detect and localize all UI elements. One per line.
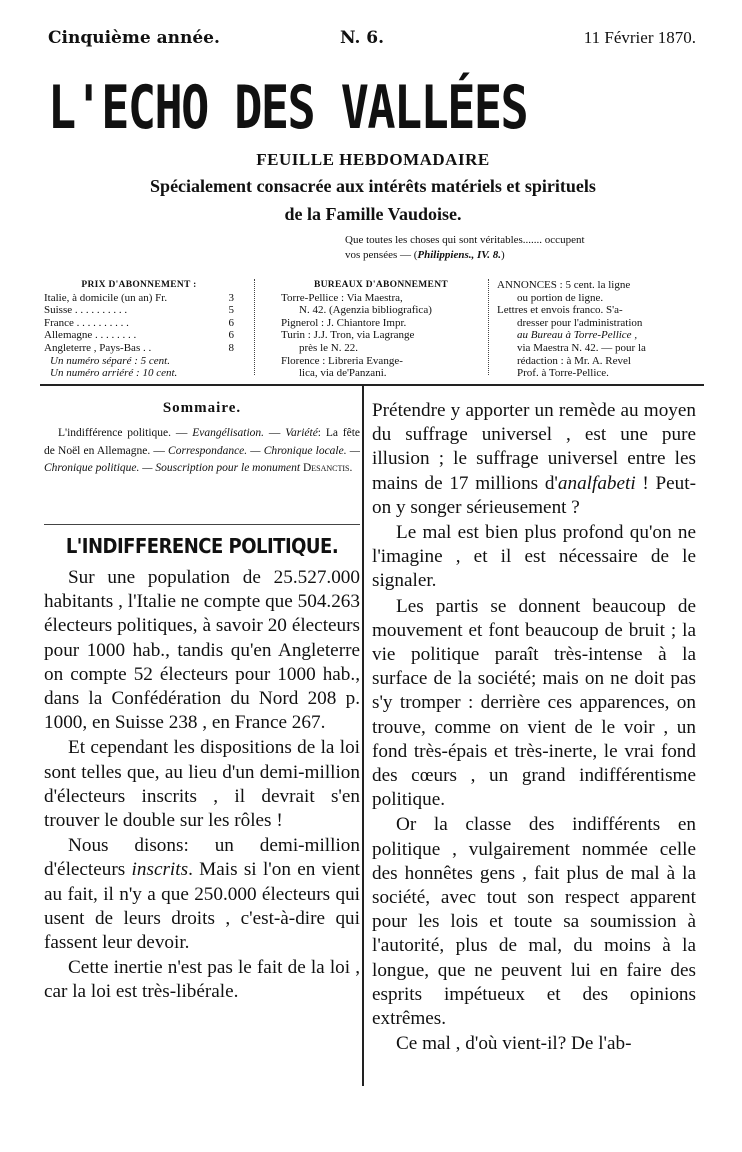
epigraph-line-1: Que toutes les choses qui sont véritables....... occupent <box>345 234 585 246</box>
prix-title: PRIX D'ABONNEMENT : <box>81 280 197 290</box>
epigraph-start: vos pensées — ( <box>345 249 418 261</box>
text-run: analfabeti <box>557 472 636 494</box>
bureau-line: N. 42. (Agenzia bibliografica) <box>299 304 432 317</box>
text-run: Nous disons: un demi-million d'électeurs <box>44 835 360 881</box>
annonce-line: ANNONCES : 5 cent. la ligne <box>497 279 631 291</box>
section-divider <box>40 384 704 386</box>
dotted-divider <box>254 279 260 375</box>
masthead-tagline-1: Spécialement consacrée aux intérêts matériels et spirituels <box>150 176 596 196</box>
sommaire-part: Desanctis. <box>302 462 353 474</box>
epigraph <box>345 233 700 263</box>
prix-row <box>44 329 234 342</box>
annonce-line: rédaction : à Mr. A. Revel <box>517 354 631 367</box>
annonce-line: ou portion de ligne. <box>517 291 604 304</box>
prix-label: Suisse . . . . . . . . . . <box>44 304 128 317</box>
article-left-column <box>44 566 360 1006</box>
article-paragraph: Le mal est bien plus profond qu'on ne l'imagine , et il est nécessaire de le signaler. <box>372 522 696 592</box>
article-paragraph: Sur une population de 25.527.000 habitants , l'Italie ne compte que 504.263 électeurs politiques, à savoir 20 électeurs pour 1000 hab., tandis qu'en Angleterre on compte 52 électeurs pour 1000 hab., dans la Confédération du Nord 208 p. 1000, en Suisse 238 , en France 267. <box>44 567 360 734</box>
sommaire-divider <box>44 524 360 525</box>
prix-row <box>44 317 234 330</box>
prix-label: Italie, à domicile (un an) Fr. <box>44 291 168 304</box>
article-title: L'INDIFFERENCE POLITIQUE. <box>65 534 339 558</box>
prix-value: 5 <box>228 304 234 317</box>
prix-value: 6 <box>228 316 234 329</box>
text-run: Prétendre y apporter un remède au moyen du suffrage universel , est une pure illusion ; le suffrage universel entre les mains de 17 millions d' <box>372 400 696 494</box>
epigraph-end: ) <box>500 249 505 261</box>
annonce-line: Lettres et envois franco. S'a- <box>497 304 623 317</box>
text-run: inscrits <box>131 859 189 881</box>
year-label: Cinquième année. <box>48 28 220 48</box>
epigraph-line-2 <box>345 248 700 263</box>
article-paragraph: Or la classe des indifférents en politique , vulgairement nommée celle des honnêtes gens , fait plus de mal à la société, avec tout son respect apparent pour les lois et toute sa soumission à l'autorité, plus de mal, du moins à la longue, que ne peuvent lui en faire des esprits impétueux et des opinions extrêmes. <box>372 814 696 1030</box>
masthead-subtitle: FEUILLE HEBDOMADAIRE <box>256 150 490 169</box>
prix-label: France . . . . . . . . . . <box>44 316 129 329</box>
bureaux-title: BUREAUX D'ABONNEMENT <box>314 280 448 290</box>
issue-number: N. 6. <box>340 28 385 48</box>
prix-row <box>44 342 234 355</box>
sommaire-title: Sommaire. <box>162 400 242 416</box>
epigraph-reference: Philippiens., IV. 8. <box>417 249 501 261</box>
bureau-line: Turin : J.J. Tron, via Lagrange <box>281 329 415 342</box>
annonce-line: Prof. à Torre-Pellice. <box>517 367 609 380</box>
article-paragraph: Et cependant les dispositions de la loi sont telles que, au lieu d'un demi-million d'électeurs inscrits , il devrait s'en trouver le double sur les rôles ! <box>44 737 360 832</box>
numero-separe: Un numéro séparé : 5 cent. <box>50 354 170 367</box>
bureau-line: Pignerol : J. Chiantore Impr. <box>281 316 407 329</box>
sommaire-part: : La fête de Noël en Allemagne. — <box>44 427 361 457</box>
dotted-divider <box>488 279 494 375</box>
prix-label: Angleterre , Pays-Bas . . <box>44 341 152 354</box>
text-run: ! Peut-on y songer sérieusement ? <box>372 472 696 518</box>
sommaire-part: Variété <box>285 427 318 439</box>
column-divider <box>362 386 364 1086</box>
prix-value: 6 <box>228 329 234 342</box>
numero-arriere: Un numéro arriéré : 10 cent. <box>50 367 178 380</box>
annonce-line: au Bureau à Torre-Pellice , <box>517 329 638 342</box>
sommaire-part: — <box>264 427 286 439</box>
article-right-column <box>372 399 696 1057</box>
masthead-tagline-2: de la Famille Vaudoise. <box>284 204 462 224</box>
advertising-info <box>497 279 702 380</box>
sommaire-part: Correspondance. — Chronique locale. — Chronique politique. — Souscription pour le monument <box>44 444 360 474</box>
annonce-line: via Maestra N. 42. — pour la <box>517 341 646 354</box>
sommaire-part: L'indifférence politique. — <box>58 427 193 439</box>
masthead-title: L'ECHO DES VALLÉES <box>48 73 528 143</box>
prix-label: Allemagne . . . . . . . . <box>44 329 137 342</box>
article-paragraph <box>372 399 696 520</box>
article-paragraph <box>44 834 360 955</box>
text-run: . Mais si l'on en vient au fait, il n'y a que 250.000 électeurs qui usent de leurs droits , c'est-à-dire qui fassent leur devoir. <box>44 859 361 954</box>
sommaire-part: Evangélisation. <box>192 427 265 439</box>
bureau-line: lica, via de'Panzani. <box>299 367 387 380</box>
bureau-line: Torre-Pellice : Via Maestra, <box>281 291 403 304</box>
subscription-offices <box>281 279 481 380</box>
bureau-line: près le N. 22. <box>299 341 358 354</box>
annonce-line: dresser pour l'administration <box>517 316 643 329</box>
prix-value: 8 <box>228 341 234 354</box>
article-paragraph: Ce mal , d'où vient-il? De l'ab- <box>396 1033 632 1055</box>
prix-row <box>44 292 234 305</box>
sommaire-text <box>44 425 360 478</box>
bureau-line: Florence : Libreria Evange- <box>281 354 403 367</box>
header-line <box>48 28 696 50</box>
prix-value: 3 <box>228 291 234 304</box>
article-paragraph: Les partis se donnent beaucoup de mouvement et font beaucoup de bruit ; la vie politique paraît très-intense à la surface de la société; mais on ne doit pas s'y tromper : derrière ces apparences, on trouve, comme on vient de le voir , un fond très-épais et très-inerte, le vrai fond des cœurs , un grand indifférentisme politique. <box>372 595 696 811</box>
issue-date: 11 Février 1870. <box>583 28 696 47</box>
subscription-prices <box>44 279 234 380</box>
prix-row <box>44 304 234 317</box>
article-paragraph: Cette inertie n'est pas le fait de la loi , car la loi est très-libérale. <box>44 957 360 1003</box>
